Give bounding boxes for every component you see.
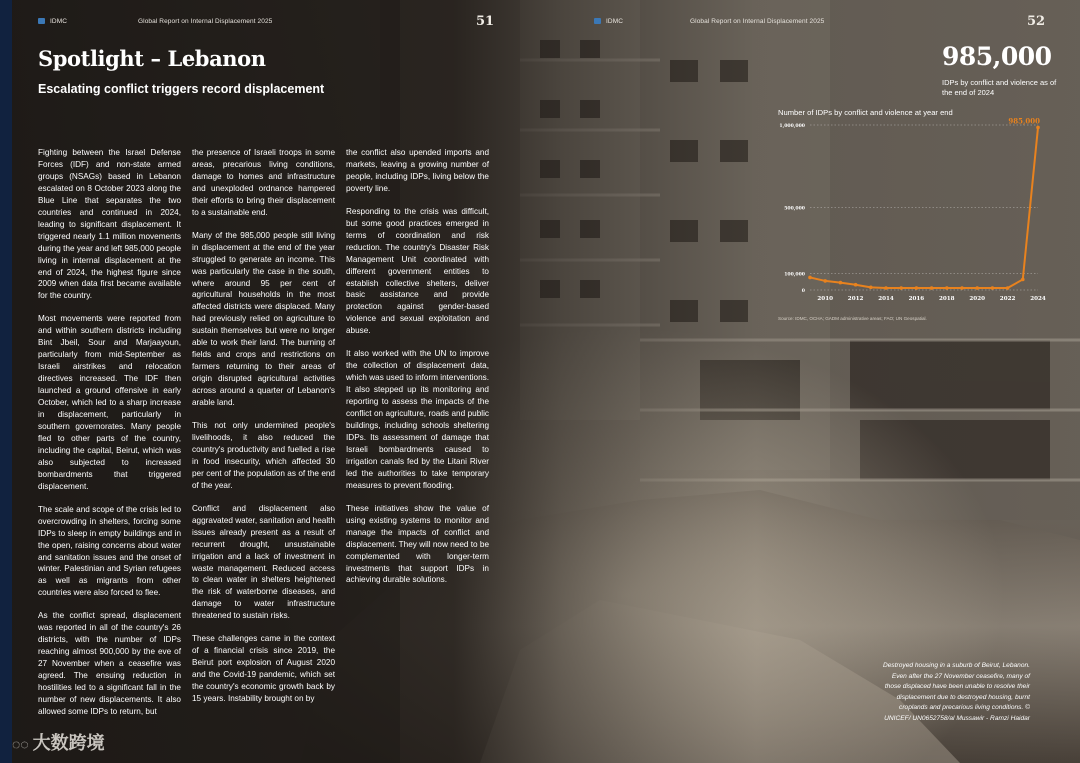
chart-data-point — [808, 276, 812, 280]
watermark-logo-icon: ◌◌ — [12, 736, 29, 752]
chart-data-point — [823, 279, 827, 283]
paragraph: Many of the 985,000 people still living in displacement at the end of the year struggled to generate an income. This was particularly the case in the south, where around 95 per cent of agricultural households in the most affected districts were displaced. Many had previously relied on agriculture to sustain themselves but were no longer able to work their land. The burning of fields and crops and restrictions on farmers returning to their areas of origin disrupted agricultural activities across around a quarter of Lebanon's arable land. — [192, 230, 335, 408]
chart-x-tick-label: 2010 — [817, 296, 833, 302]
headline-stat-label: IDPs by conflict and violence as of the end of 2024 — [942, 78, 1057, 97]
header-left-report: Global Report on Internal Displacement 2025 — [138, 18, 273, 25]
paragraph: the presence of Israeli troops in some areas, precarious living conditions, damage to homes and infrastructure and unexploded ordnance hampered their efforts to bring their displacement to a sustainable end. — [192, 148, 335, 217]
chart-y-ticks — [779, 123, 805, 294]
page-number-left: 51 — [476, 14, 495, 29]
chart-x-tick-label: 2018 — [939, 296, 955, 302]
paragraph: Most movements were reported from and within southern districts including Bint Jbeil, Sour and Marjaayoun, particularly from mid-September as Israeli airstrikes and relocation directives increased. The IDF then launched a ground offensive in early October, which led to a sharp increase in displacement, particularly in southern governorates. Many people fled to other parts of the country, including the capital, Beirut, which was also subjected to increased bombardments that triggered displacement. — [38, 314, 181, 491]
chart-title: Number of IDPs by conflict and violence at year end — [778, 108, 953, 117]
paragraph: the conflict also upended imports and markets, leaving a growing number of people, including IDPs, living below the poverty line. — [346, 148, 489, 193]
chart-data-point — [945, 286, 949, 290]
chart-y-tick-label: 1,000,000 — [779, 124, 805, 129]
idmc-logo-icon — [594, 18, 601, 24]
chart-data-point — [991, 286, 995, 290]
chart-data-point — [930, 286, 934, 290]
chart-x-ticks — [817, 296, 1045, 302]
chart-x-tick-label: 2022 — [999, 296, 1016, 302]
paragraph: These initiatives show the value of using existing systems to monitor and manage the impacts of conflict and displacement. They will now need to be complemented with longer-term investments that support IDPs in achieving durable solutions. — [346, 503, 489, 585]
watermark-text: 大数跨境 — [32, 733, 105, 753]
headline-stat-value: 985,000 — [942, 42, 1052, 71]
photo-caption: Destroyed housing in a suburb of Beirut, Lebanon. Even after the 27 November ceasefire, many of those displaced have been unable to resolve their displacement due to destroyed housing, burnt croplands and precarious living conditions. © UNICEF/ UN0652758/al Mussawir - Ramzi Haidar — [883, 662, 1030, 722]
chart-data-point — [854, 283, 858, 287]
chart-x-tick-label: 2014 — [878, 296, 894, 302]
chart-data-point — [915, 286, 919, 290]
paragraph: As the conflict spread, displacement was reported in all of the country's 26 districts, with the number of IDPs reaching almost 900,000 by the eve of 27 November when a ceasefire was agreed. The ensuing reduction in hostilities led to a significant fall in the number of new displacements. It also allowed some IDPs to return, but — [38, 611, 181, 716]
chart-x-tick-label: 2024 — [1030, 296, 1046, 302]
text-column-1 — [38, 147, 181, 729]
chart-data-point — [1036, 126, 1040, 130]
idp-line-chart — [770, 115, 1060, 310]
paragraph: Responding to the crisis was difficult, but some good practices emerged in terms of coordination and risk reduction. The country's Disaster Risk Management Unit coordinated with different government entities to establish collective shelters, deliver basic assistance and provide protection against gender-based violence and sexual exploitation and abuse. — [346, 206, 489, 336]
header-right-org: IDMC — [594, 18, 623, 25]
chart-grid — [810, 125, 1038, 290]
chart-data-point — [1021, 278, 1025, 282]
chart-data-point — [884, 286, 888, 290]
text-column-2 — [192, 147, 335, 716]
chart-data-point — [869, 286, 873, 290]
idmc-logo-icon — [38, 18, 45, 24]
chart-data-point — [839, 281, 843, 285]
chart-data-point — [899, 286, 903, 290]
paragraph: Fighting between the Israel Defense Forces (IDF) and non-state armed groups (NSAGs) based in Lebanon escalated on 8 October 2023 along the Blue Line that separates the two countries and continued in 2024, leading to significant displacement. It triggered nearly 1.1 million movements during the year and left 985,000 people living in internal displacement at the end of 2024, the highest figure since 2009 when data first became available for the country. — [38, 148, 181, 301]
chart-data-point — [960, 286, 964, 290]
chart-data-point — [975, 286, 979, 290]
paragraph: These challenges came in the context of a financial crisis since 2019, the Beirut port explosion of August 2020 and the Covid-19 pandemic, which set the country's economic growth back by 15 years. Instability brought on by — [192, 634, 335, 704]
chart-y-tick-label: 100,000 — [784, 272, 805, 278]
watermark — [12, 729, 105, 755]
paragraph: It also worked with the UN to improve the collection of displacement data, which was used to inform interventions. It also stepped up its monitoring and reporting to assess the impacts of the conflict on agriculture, roads and public buildings, including schools sheltering IDPs. Its assessment of damage that Israeli bombardments caused to irrigation canals fed by the Litani River led the authorities to take temporary measures to prevent flooding. — [346, 349, 489, 490]
header-left-org: IDMC — [38, 18, 67, 25]
chart-y-tick-label: 500,000 — [784, 206, 805, 212]
paragraph: This not only undermined people's livelihoods, it also reduced the country's productivity and fuelled a rise in food insecurity, which affected 30 per cent of the population as of the end of the year. — [192, 421, 335, 490]
chart-x-tick-label: 2012 — [847, 296, 864, 302]
paragraph: The scale and scope of the crisis led to overcrowding in shelters, forcing some IDPs to sleep in empty buildings and in the open, raising concerns about water and sanitation issues and the onset of winter. Palestinian and Syrian refugees as well as migrants from other countries were also forced to flee. — [38, 504, 181, 598]
text-column-3 — [346, 147, 489, 597]
header-right-report: Global Report on Internal Displacement 2025 — [690, 18, 825, 25]
paragraph: Conflict and displacement also aggravated water, sanitation and health issues already present as a result of recurrent drought, unsustainable irrigation and a lack of investment in waste management. Reduced access to clean water in shelters heightened the risk of waterborne diseases, and damage to water infrastructure threatened to sustain risks. — [192, 503, 335, 621]
chart-x-tick-label: 2016 — [908, 296, 925, 302]
chart-y-tick-label: 0 — [801, 289, 805, 294]
left-page-edge-bar — [0, 0, 12, 763]
chart-source: Source: IDMC, OCHA; GADM administrative areas; FAO; UN Geospatial. — [778, 316, 927, 321]
page-subtitle: Escalating conflict triggers record displacement — [38, 82, 325, 96]
chart-data-point — [1006, 286, 1010, 290]
page-number-right: 52 — [1027, 14, 1046, 29]
chart-end-value-label: 985,000 — [1008, 116, 1040, 126]
page-title: Spotlight – Lebanon — [38, 46, 266, 71]
chart-x-tick-label: 2020 — [969, 296, 985, 302]
